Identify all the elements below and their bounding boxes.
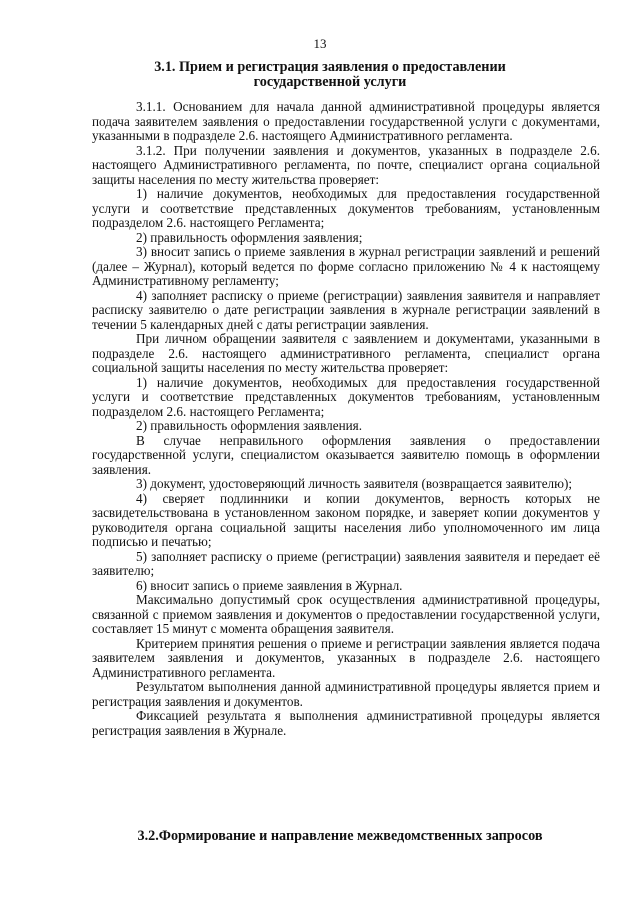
- paragraph: 3.1.1. Основанием для начала данной административной процедуры является подача заявителем заявления о предоставлении государственной услуги с документами, указанными в подразделе 2.6. настоящего Административного регламента.: [92, 99, 600, 143]
- paragraph: 4) заполняет расписку о приеме (регистрации) заявления заявителя и направляет расписку заявителю о дате регистрации заявления в журнале регистрации заявлений в течении 5 календарных дней с даты регистрации заявления.: [92, 287, 600, 332]
- paragraph: 3) документ, удостоверяющий личность заявителя (возвращается заявителю);: [136, 476, 573, 491]
- paragraph: 3.1.2. При получении заявления и документов, указанных в подразделе 2.6. настоящего Административного регламента, по почте, специалист органа социальной защиты населения по месту жительства проверяет:: [92, 142, 600, 187]
- paragraph: Максимально допустимый срок осуществления административной процедуры, связанной с приемом заявления и документов о предоставлении государственной услуги, составляет 15 минут с момента обращения заявителя.: [92, 592, 600, 636]
- paragraph: 5) заполняет расписку о приеме (регистрации) заявления заявителя и передает её заявителю;: [92, 548, 600, 578]
- paragraph: Критерием принятия решения о приеме и регистрации заявления является подача заявителем заявления и документов, указанных в подразделе 2.6. настоящего Административного регламента.: [92, 635, 600, 680]
- paragraph: 1) наличие документов, необходимых для предоставления государственной услуги и соответствие представленных документов требованиям, установленным подразделом 2.6. настоящего Регламента;: [92, 374, 600, 419]
- page-number: 13: [313, 36, 327, 51]
- section-3-1-title-line1: 3.1. Прием и регистрация заявления о предоставлении: [154, 59, 506, 75]
- paragraph: При личном обращении заявителя с заявлением и документами, указанными в подразделе 2.6. настоящего административного регламента, специалист органа социальной защиты населения по месту жительства проверяет:: [92, 331, 600, 375]
- paragraph: 2) правильность оформления заявления;: [136, 229, 363, 245]
- paragraph: 2) правильность оформления заявления.: [136, 418, 363, 433]
- paragraph: Результатом выполнения данной административной процедуры является прием и регистрация заявления и документов.: [92, 679, 600, 709]
- section-3-2-title: 3.2.Формирование и направление межведомственных запросов: [137, 828, 543, 844]
- section-3-1-body: [92, 100, 600, 738]
- paragraph: 4) сверяет подлинники и копии документов, верность которых не засвидетельствована в установленном законом порядке, и заверяет копии документов у руководителя органа социальной защиты населения либо уполномоченного им лица подписью и печатью;: [92, 490, 600, 549]
- paragraph: 6) вносит запись о приеме заявления в Журнал.: [136, 577, 403, 593]
- section-3-1-title: [120, 60, 540, 90]
- paragraph: 1) наличие документов, необходимых для предоставления государственной услуги и соответствие представленных документов требованиям, установленным подразделом 2.6. настоящего Регламента;: [92, 186, 600, 230]
- paragraph: 3) вносит запись о приеме заявления в журнал регистрации заявлений и решений (далее – Журнал), который ведется по форме согласно приложению № 4 к настоящему Административному регламенту;: [92, 244, 600, 288]
- paragraph: Фиксацией результата я выполнения административной процедуры является регистрация заявления в Журнале.: [92, 708, 600, 738]
- section-3-1-title-line2: государственной услуги: [253, 74, 407, 90]
- paragraph: В случае неправильного оформления заявления о предоставлении государственной услуги, специалистом оказывается заявителю помощь в оформлении заявления.: [92, 432, 600, 477]
